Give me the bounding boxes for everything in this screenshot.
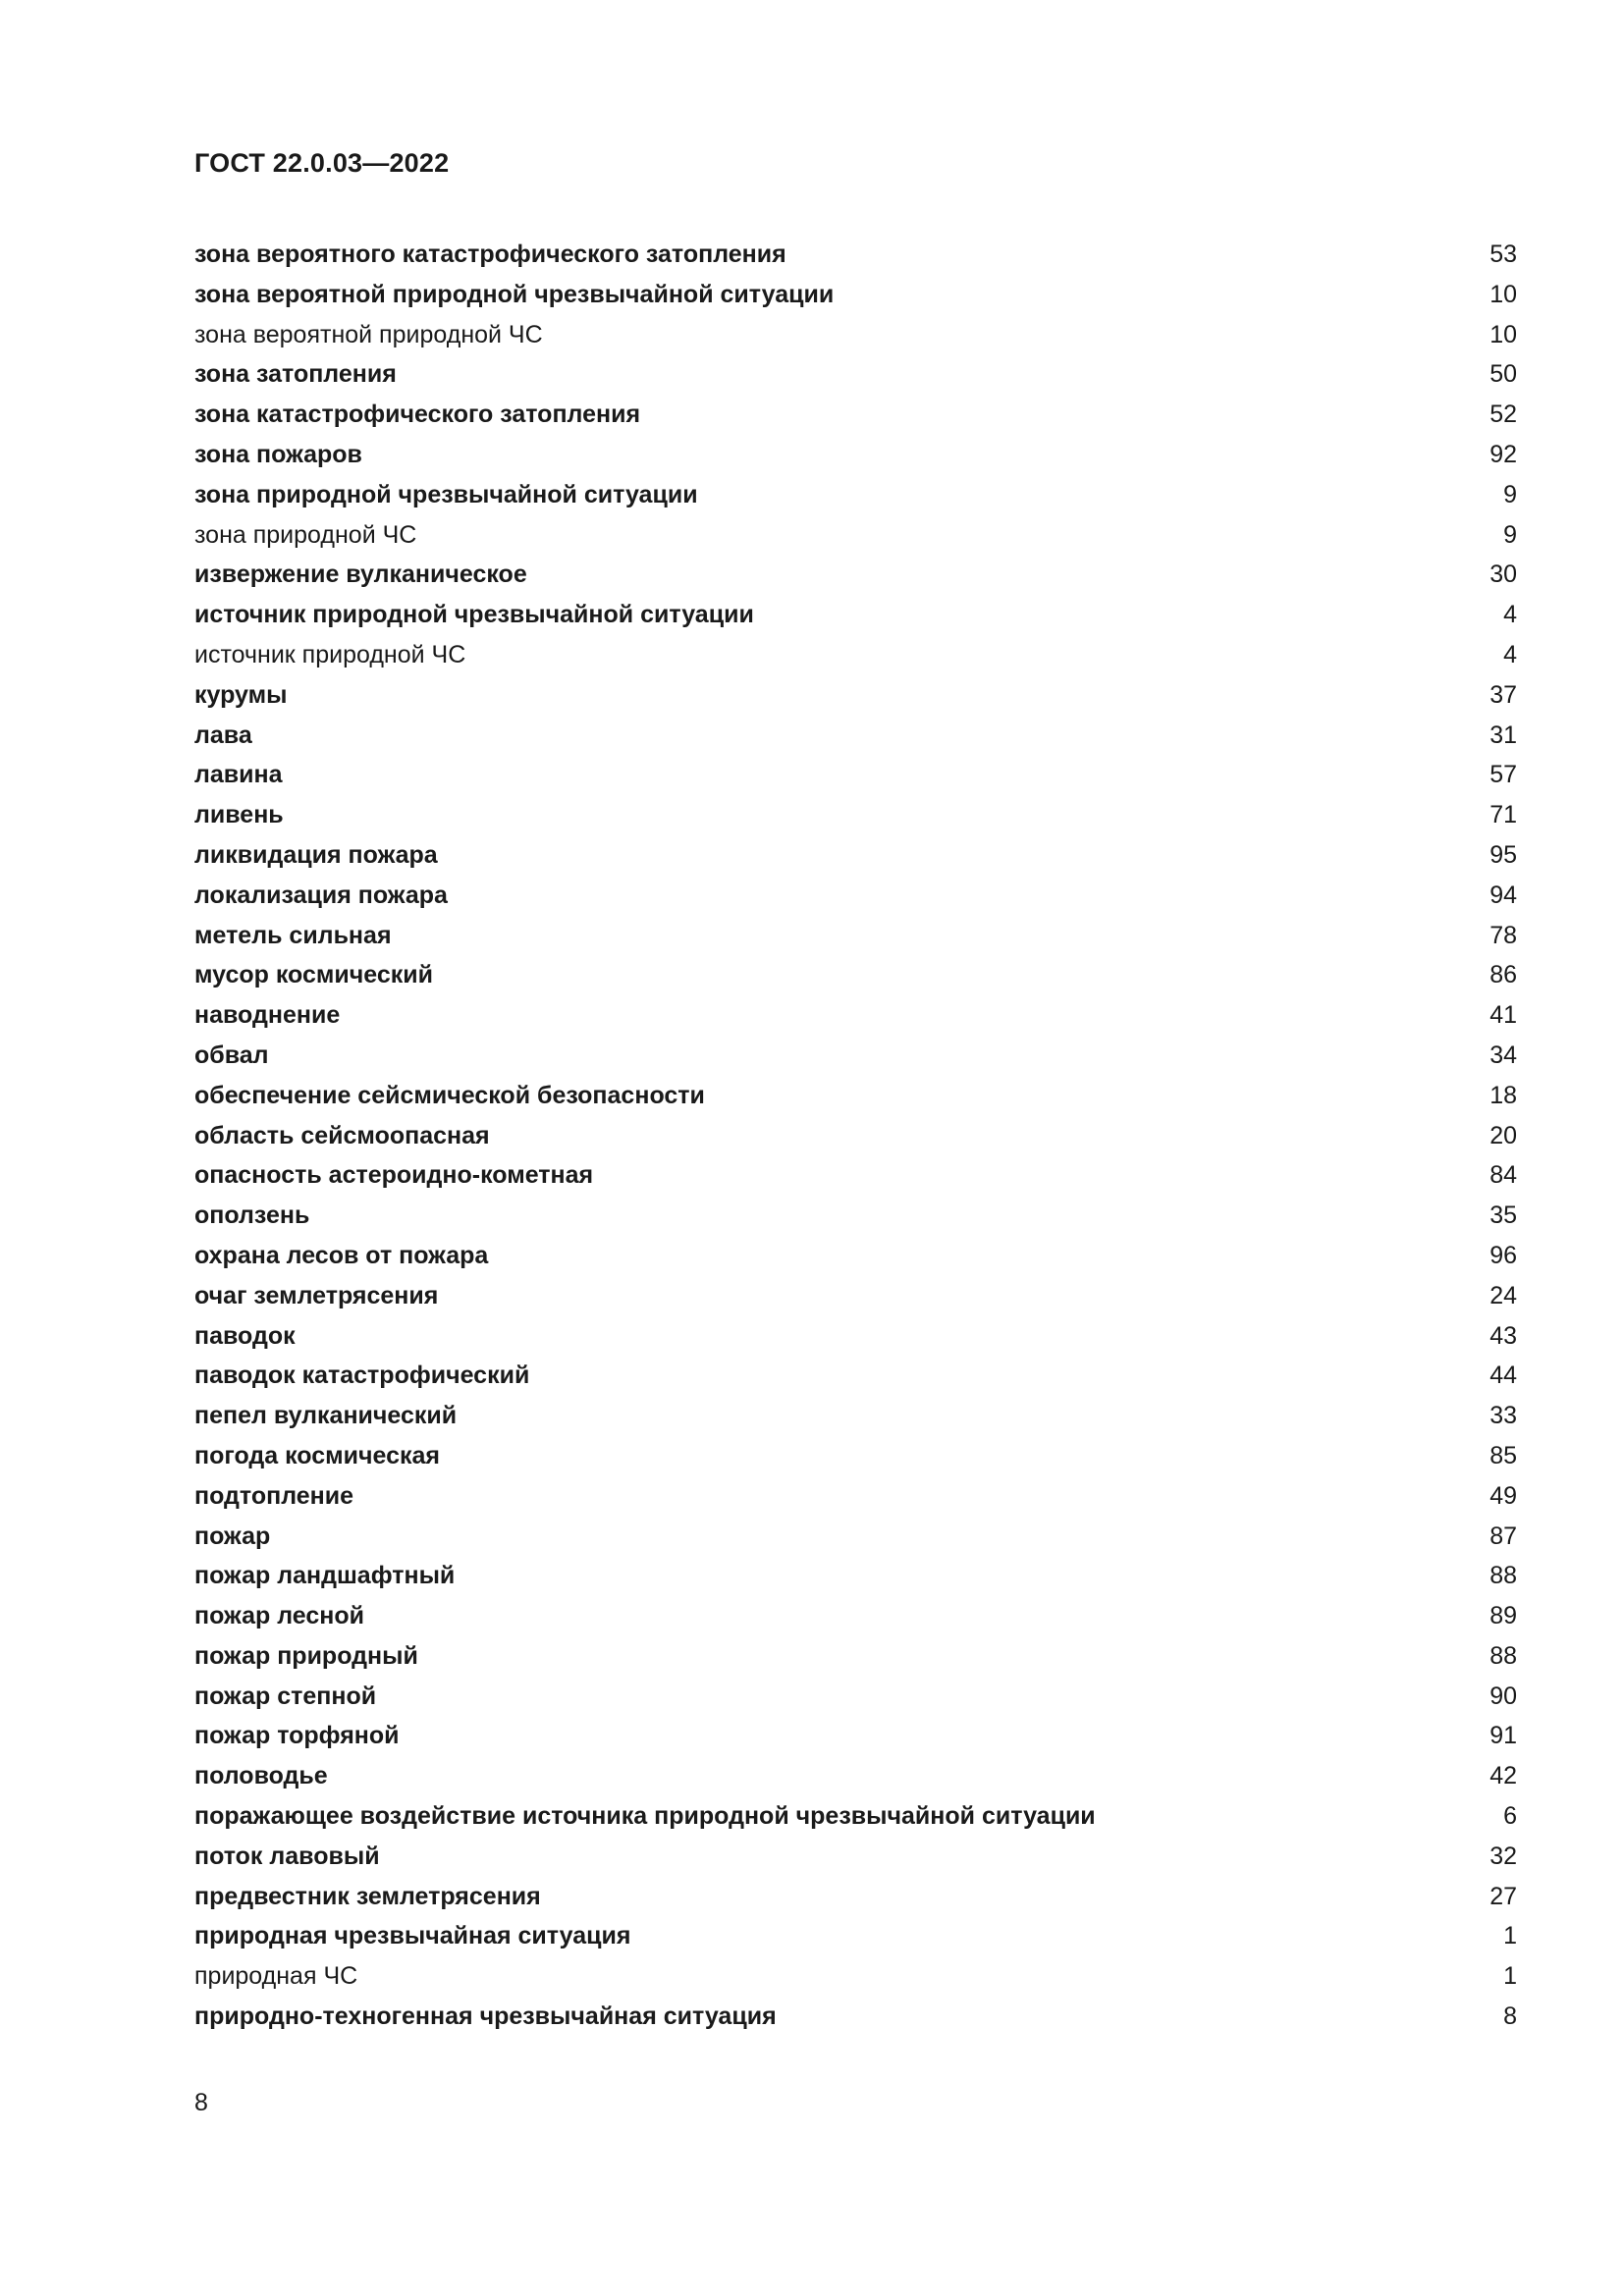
index-term: пепел вулканический — [194, 1402, 458, 1430]
index-term: оползень — [194, 1201, 310, 1230]
index-term: зона вероятной природной чрезвычайной ситуации — [194, 280, 835, 308]
index-term-number: 1 — [1503, 1922, 1517, 1950]
alphabetical-index — [194, 237, 1517, 2039]
index-entry — [194, 557, 1517, 597]
index-entry — [194, 1038, 1517, 1078]
index-entry — [194, 1318, 1517, 1359]
index-entry — [194, 1679, 1517, 1719]
index-term: пожар природный — [194, 1641, 418, 1670]
index-entry — [194, 1598, 1517, 1638]
index-term: опасность астероидно-кометная — [194, 1161, 594, 1190]
index-term-number: 85 — [1489, 1441, 1517, 1469]
index-term-number: 78 — [1489, 921, 1517, 949]
index-term: охрана лесов от пожара — [194, 1241, 489, 1269]
index-term-number: 91 — [1489, 1722, 1517, 1750]
index-term: лава — [194, 721, 252, 749]
index-entry — [194, 1398, 1517, 1438]
index-entry — [194, 1278, 1517, 1318]
index-term: обеспечение сейсмической безопасности — [194, 1081, 705, 1109]
index-term-number: 10 — [1489, 280, 1517, 308]
index-term-number: 84 — [1489, 1161, 1517, 1190]
index-term: метель сильная — [194, 921, 392, 949]
index-term-number: 8 — [1503, 2002, 1517, 2031]
index-term-number: 27 — [1489, 1882, 1517, 1910]
index-term: обвал — [194, 1041, 269, 1069]
index-term: область сейсмоопасная — [194, 1121, 490, 1149]
index-term-number: 18 — [1489, 1081, 1517, 1109]
index-term: источник природной чрезвычайной ситуации — [194, 601, 754, 629]
index-entry — [194, 997, 1517, 1038]
index-entry — [194, 837, 1517, 878]
index-term: поток лавовый — [194, 1842, 380, 1870]
index-term-number: 33 — [1489, 1402, 1517, 1430]
index-term: ликвидация пожара — [194, 840, 438, 869]
index-term-number: 9 — [1503, 520, 1517, 549]
index-entry — [194, 1918, 1517, 1958]
index-term: ливень — [194, 801, 284, 829]
index-term: пожар ландшафтный — [194, 1562, 456, 1590]
index-term: природная чрезвычайная ситуация — [194, 1922, 631, 1950]
index-term: поражающее воздействие источника природной чрезвычайной ситуации — [194, 1802, 1096, 1831]
document-header: ГОСТ 22.0.03—2022 — [194, 148, 450, 178]
index-entry — [194, 1478, 1517, 1519]
index-term-number: 43 — [1489, 1321, 1517, 1350]
index-term-number: 95 — [1489, 840, 1517, 869]
index-term-number: 4 — [1503, 640, 1517, 668]
index-term-number: 9 — [1503, 480, 1517, 508]
index-term-number: 86 — [1489, 961, 1517, 989]
index-term-number: 53 — [1489, 240, 1517, 268]
index-term: пожар — [194, 1522, 271, 1550]
index-entry — [194, 957, 1517, 997]
index-term-number: 87 — [1489, 1522, 1517, 1550]
index-term-number: 20 — [1489, 1121, 1517, 1149]
index-term: предвестник землетрясения — [194, 1882, 541, 1910]
index-entry — [194, 637, 1517, 677]
index-term: природная ЧС — [194, 1962, 358, 1991]
index-entry — [194, 477, 1517, 517]
index-term: наводнение — [194, 1001, 341, 1030]
index-term: курумы — [194, 680, 288, 709]
index-term: зона катастрофического затопления — [194, 400, 641, 429]
index-entry — [194, 1798, 1517, 1839]
index-term-number: 31 — [1489, 721, 1517, 749]
index-term-number: 57 — [1489, 761, 1517, 789]
index-term-number: 4 — [1503, 601, 1517, 629]
index-term-number: 88 — [1489, 1562, 1517, 1590]
index-term-number: 10 — [1489, 320, 1517, 348]
index-term-number: 52 — [1489, 400, 1517, 429]
index-entry — [194, 317, 1517, 357]
index-entry — [194, 277, 1517, 317]
index-entry — [194, 1198, 1517, 1238]
index-term: пожар торфяной — [194, 1722, 400, 1750]
index-term-number: 6 — [1503, 1802, 1517, 1831]
index-term-number: 35 — [1489, 1201, 1517, 1230]
index-term-number: 92 — [1489, 440, 1517, 468]
index-entry — [194, 1358, 1517, 1398]
index-entry — [194, 718, 1517, 758]
index-term: зона пожаров — [194, 440, 362, 468]
index-term: зона природной ЧС — [194, 520, 417, 549]
index-term-number: 42 — [1489, 1762, 1517, 1790]
index-term: извержение вулканическое — [194, 561, 527, 589]
index-entry — [194, 757, 1517, 797]
index-term-number: 44 — [1489, 1362, 1517, 1390]
index-entry — [194, 1758, 1517, 1798]
index-entry — [194, 517, 1517, 558]
index-term: очаг землетрясения — [194, 1281, 439, 1309]
index-term: источник природной ЧС — [194, 640, 466, 668]
index-term-number: 34 — [1489, 1041, 1517, 1069]
index-term-number: 88 — [1489, 1641, 1517, 1670]
index-entry — [194, 918, 1517, 958]
index-term-number: 50 — [1489, 360, 1517, 389]
index-term-number: 90 — [1489, 1682, 1517, 1710]
index-entry — [194, 1118, 1517, 1158]
index-term: зона вероятной природной ЧС — [194, 320, 543, 348]
index-term: природно-техногенная чрезвычайная ситуация — [194, 2002, 777, 2031]
index-term: подтопление — [194, 1481, 354, 1510]
index-term: пожар степной — [194, 1682, 377, 1710]
index-entry — [194, 1519, 1517, 1559]
index-entry — [194, 878, 1517, 918]
index-entry — [194, 237, 1517, 277]
index-term-number: 41 — [1489, 1001, 1517, 1030]
index-entry — [194, 1638, 1517, 1679]
index-entry — [194, 356, 1517, 397]
index-term-number: 89 — [1489, 1602, 1517, 1630]
index-entry — [194, 1958, 1517, 1999]
index-entry — [194, 1999, 1517, 2039]
index-entry — [194, 677, 1517, 718]
index-term-number: 96 — [1489, 1241, 1517, 1269]
index-entry — [194, 1718, 1517, 1758]
index-entry — [194, 1879, 1517, 1919]
index-entry — [194, 1438, 1517, 1478]
index-term-number: 37 — [1489, 680, 1517, 709]
index-entry — [194, 1078, 1517, 1118]
index-entry — [194, 1839, 1517, 1879]
index-term: зона природной чрезвычайной ситуации — [194, 480, 698, 508]
index-term: паводок катастрофический — [194, 1362, 530, 1390]
index-term-number: 94 — [1489, 881, 1517, 909]
page-number: 8 — [194, 2089, 208, 2116]
index-term: зона вероятного катастрофического затопления — [194, 240, 786, 268]
index-entry — [194, 797, 1517, 837]
index-term-number: 71 — [1489, 801, 1517, 829]
index-term-number: 1 — [1503, 1962, 1517, 1991]
index-term: паводок — [194, 1321, 296, 1350]
index-entry — [194, 1238, 1517, 1278]
index-entry — [194, 1558, 1517, 1598]
index-term-number: 24 — [1489, 1281, 1517, 1309]
index-term: лавина — [194, 761, 283, 789]
index-term: пожар лесной — [194, 1602, 364, 1630]
index-term-number: 30 — [1489, 561, 1517, 589]
index-term: зона затопления — [194, 360, 397, 389]
index-entry — [194, 597, 1517, 637]
index-term: локализация пожара — [194, 881, 448, 909]
index-term: погода космическая — [194, 1441, 440, 1469]
index-term-number: 49 — [1489, 1481, 1517, 1510]
index-term: мусор космический — [194, 961, 433, 989]
index-entry — [194, 397, 1517, 437]
index-entry — [194, 437, 1517, 477]
index-entry — [194, 1157, 1517, 1198]
index-term-number: 32 — [1489, 1842, 1517, 1870]
index-term: половодье — [194, 1762, 328, 1790]
